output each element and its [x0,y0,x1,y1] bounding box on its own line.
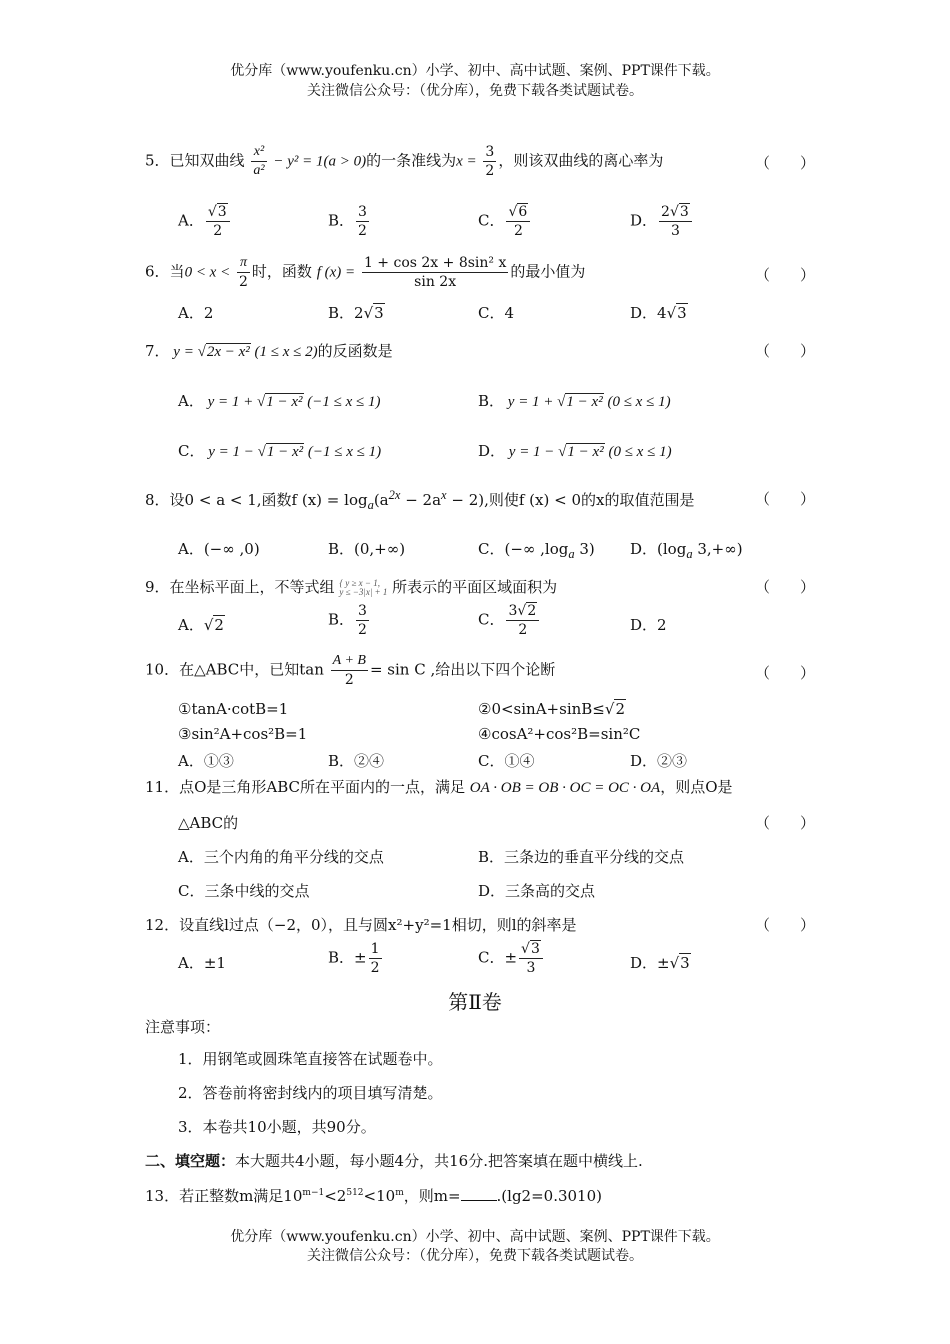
q10-statement-1: ①tanA·cotB=1 [178,700,289,718]
q7-option-a: A． y = 1 + √1 − x² (−1 ≤ x ≤ 1) [178,392,381,410]
q8-option-b: B．(0,+∞) [328,540,406,558]
q9-option-d: D．2 [630,616,667,634]
q5-option-a: A． $\frac{√3}{2}$ [178,203,232,240]
q10-option-d: D．②③ [630,752,688,770]
q11-stem-cont: △ABC的 [178,814,239,832]
q12-stem: 12．设直线l过点（−2，0），且与圆x²+y²=1相切，则l的斜率是 [145,916,577,934]
q9-option-a: A．√2 [178,616,224,634]
part2-title: 第Ⅱ卷 [448,990,502,1014]
q8-option-a: A．(−∞ ,0) [178,540,260,558]
q12-option-b: B．± $\frac{1}{2}$ [328,941,380,976]
q9-option-c: C． $\frac{3√2}{2}$ [478,602,541,639]
q13-answer-blank[interactable] [461,1186,497,1201]
q11-option-b: B．三条边的垂直平分线的交点 [478,848,685,866]
q5-option-c: C． $\frac{√6}{2}$ [478,203,532,240]
q11-option-a: A．三个内角的角平分线的交点 [178,848,384,866]
q6-option-c: C．4 [478,304,515,322]
q6-option-b: B．2√3 [328,304,384,322]
q10-statement-2: ②0<sinA+sinB≤√2 [478,700,625,718]
q11-stem: 11．点O是三角形ABC所在平面内的一点，满足 OA · OB = OB · OC = OC · OA，则点O是 [145,778,733,796]
q10-statement-3: ③sin²A+cos²B=1 [178,725,308,743]
q8-option-d: D．($\log_a$ 3,+∞) [630,540,743,561]
q5-stem: 5．已知双曲线 $\frac{\text{x²}}{\text{a²}}$ − y² = 1(a > 0)的一条准线为x = $\frac{3}{2}$ ，则该双曲线的离心率为 [145,144,664,179]
q12-option-c: C．± $\frac{√3}{3}$ [478,940,545,977]
q5-answer-paren: （ ） [755,154,816,172]
q13-stem: 13．若正整数m满足$10^{m-1}<2^{512}<10^m$，则m= .(lg2=0.3010) [145,1187,602,1205]
q5-option-d: D． $\frac{2√3}{3}$ [630,203,694,240]
q10-statement-4: ④cosA²+cos²B=sin²C [478,725,641,743]
q5-option-b: B． $\frac{3}{2}$ [328,204,367,239]
q8-option-c: C．(−∞ $,\log_a$ 3) [478,540,595,561]
q10-answer-paren: （ ） [755,664,816,682]
notice-item-3: 3．本卷共10小题，共90分。 [178,1118,376,1136]
q9-option-b: B． $\frac{3}{2}$ [328,603,367,638]
q9-stem: 9．在坐标平面上，不等式组 { y ≥ x − 1, y ≤ −3|x| + 1 所表示的平面区域面积为 [145,578,558,597]
section-2-heading: 二、填空题：本大题共4小题，每小题4分，共16分.把答案填在题中横线上. [145,1152,643,1170]
q6-stem: 6．当0 < x < $\frac{\pi}{2}$ 时，函数 f (x) = $\frac{\text{1 + cos 2x + 8sin² x}}{\sin 2x}$ 的最小值为 [145,255,586,290]
q11-answer-paren: （ ） [755,814,816,832]
q7-option-d: D． y = 1 − √1 − x² (0 ≤ x ≤ 1) [478,442,672,460]
q9-answer-paren: （ ） [755,578,816,596]
q7-answer-paren: （ ） [755,342,816,360]
q11-option-c: C．三条中线的交点 [178,882,310,900]
q7-option-c: C． y = 1 − √1 − x² (−1 ≤ x ≤ 1) [178,442,382,460]
q6-answer-paren: （ ） [755,266,816,284]
q10-option-a: A．①③ [178,752,234,770]
notice-item-1: 1．用钢笔或圆珠笔直接答在试题卷中。 [178,1050,443,1068]
notice-item-2: 2．答卷前将密封线内的项目填写清楚。 [178,1084,443,1102]
q8-stem: 8．设0 < a < 1,函数f $(x) = \log_a(a^{2x} - 2a^x - 2)$,则使f (x) < 0的x的取值范围是 [145,488,695,512]
q6-option-d: D．4√3 [630,304,687,322]
footer-line-2: 关注微信公众号：（优分库），免费下载各类试题试卷。 [307,1248,643,1264]
notice-heading: 注意事项： [145,1018,221,1036]
q7-option-b: B． y = 1 + √1 − x² (0 ≤ x ≤ 1) [478,392,671,410]
header-line-2: 关注微信公众号：（优分库），免费下载各类试题试卷。 [307,83,643,99]
q12-option-a: A．±1 [178,954,226,972]
q10-option-c: C．①④ [478,752,535,770]
q8-answer-paren: （ ） [755,490,816,508]
q7-stem: 7． y = √2x − x² (1 ≤ x ≤ 2)的反函数是 [145,342,393,360]
header-line-1: 优分库（www.youfenku.cn）小学、初中、高中试题、案例、PPT课件下载。 [230,63,720,79]
q12-option-d: D．±√3 [630,954,690,972]
q11-option-d: D．三条高的交点 [478,882,596,900]
q12-answer-paren: （ ） [755,916,816,934]
q6-option-a: A．2 [178,304,214,322]
q10-stem: 10．在△ABC中，已知tan $\frac{A + B}{2}$ = sin C ,给出以下四个论断 [145,653,556,688]
footer-line-1: 优分库（www.youfenku.cn）小学、初中、高中试题、案例、PPT课件下载。 [230,1229,720,1245]
q10-option-b: B．②④ [328,752,385,770]
